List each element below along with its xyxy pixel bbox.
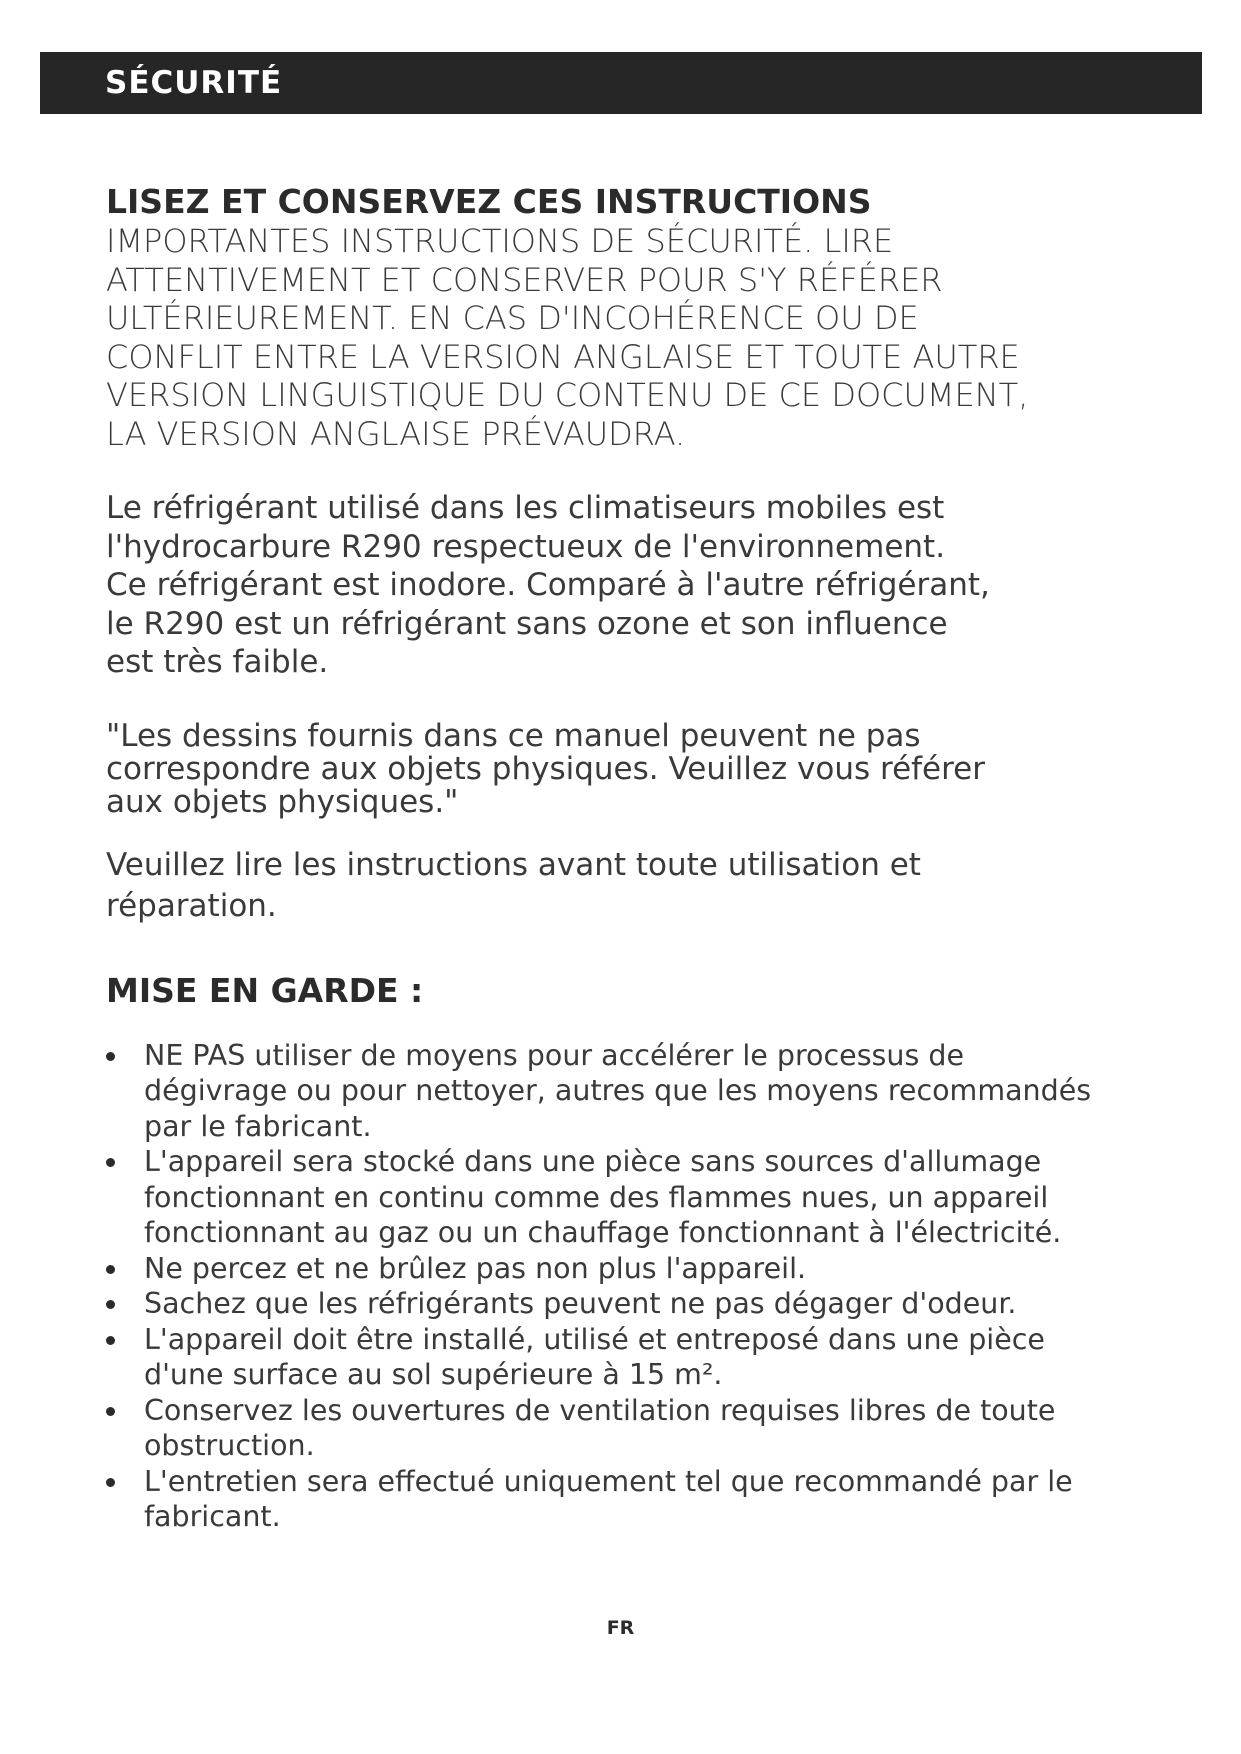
- text-line: CONFLIT ENTRE LA VERSION ANGLAISE ET TOUTE AUTRE: [106, 337, 1020, 376]
- list-item: [106, 1464, 1166, 1535]
- text-line: fonctionnant au gaz ou un chauffage fonctionnant à l'électricité.: [144, 1216, 1062, 1250]
- bullet-icon: [106, 1158, 115, 1167]
- bullet-icon: [106, 1052, 115, 1061]
- text-line: Sachez que les réfrigérants peuvent ne pas dégager d'odeur.: [144, 1287, 1017, 1321]
- section-title: SÉCURITÉ: [105, 65, 283, 101]
- text-line: Le réfrigérant utilisé dans les climatiseurs mobiles est: [106, 490, 945, 526]
- list-item: [106, 1286, 1166, 1322]
- language-code: FR: [606, 1617, 635, 1639]
- text-line: aux objets physiques.": [106, 783, 459, 820]
- text-line: Veuillez lire les instructions avant toute utilisation et: [106, 846, 921, 883]
- text-line: L'appareil sera stocké dans une pièce sans sources d'allumage: [144, 1145, 1042, 1179]
- text-line: dégivrage ou pour nettoyer, autres que les moyens recommandés: [144, 1074, 1092, 1108]
- text-line: LA VERSION ANGLAISE PRÉVAUDRA.: [106, 414, 686, 453]
- list-item: [106, 1144, 1166, 1251]
- text-line: l'hydrocarbure R290 respectueux de l'environnement.: [106, 528, 946, 565]
- text-line: le R290 est un réfrigérant sans ozone et son influence: [106, 605, 948, 642]
- text-line: VERSION LINGUISTIQUE DU CONTENU DE CE DOCUMENT,: [106, 376, 1029, 414]
- warning-list: [106, 1038, 1166, 1535]
- section-header-bar: [40, 52, 1202, 114]
- list-item: [106, 1322, 1166, 1393]
- drawings-disclaimer-paragraph: [106, 717, 1166, 820]
- text-line: ATTENTIVEMENT ET CONSERVER POUR S'Y RÉFÉRER: [106, 260, 943, 299]
- instructions-heading: LISEZ ET CONSERVEZ CES INSTRUCTIONS: [106, 182, 872, 221]
- bullet-icon: [106, 1265, 115, 1274]
- text-line: L'entretien sera effectué uniquement tel que recommandé par le: [144, 1464, 1073, 1498]
- warning-heading: MISE EN GARDE :: [106, 970, 424, 1010]
- bullet-icon: [106, 1336, 115, 1345]
- text-line: "Les dessins fournis dans ce manuel peuvent ne pas: [106, 717, 921, 754]
- refrigerant-paragraph: [106, 489, 1166, 682]
- text-line: Conservez les ouvertures de ventilation requises libres de toute: [144, 1393, 1056, 1427]
- text-line: Ce réfrigérant est inodore. Comparé à l'autre réfrigérant,: [106, 567, 990, 603]
- page-content: [106, 182, 1166, 1535]
- read-instructions-paragraph: [106, 845, 1166, 927]
- bullet-icon: [106, 1300, 115, 1309]
- text-line: est très faible.: [106, 644, 329, 680]
- text-line: IMPORTANTES INSTRUCTIONS DE SÉCURITÉ. LIRE: [106, 222, 894, 260]
- text-line: correspondre aux objets physiques. Veuillez vous référer: [106, 750, 986, 787]
- list-item: [106, 1251, 1166, 1287]
- text-line: obstruction.: [144, 1429, 315, 1463]
- list-item: [106, 1393, 1166, 1464]
- text-line: ULTÉRIEUREMENT. EN CAS D'INCOHÉRENCE OU DE: [106, 299, 919, 337]
- text-line: fabricant.: [144, 1500, 281, 1534]
- list-item: [106, 1038, 1166, 1145]
- text-line: réparation.: [106, 887, 277, 924]
- text-line: NE PAS utiliser de moyens pour accélérer le processus de: [144, 1038, 964, 1072]
- important-instructions-text: [106, 222, 1166, 453]
- bullet-icon: [106, 1478, 115, 1487]
- text-line: par le fabricant.: [144, 1109, 372, 1143]
- text-line: Ne percez et ne brûlez pas non plus l'appareil.: [144, 1251, 807, 1285]
- bullet-icon: [106, 1407, 115, 1416]
- text-line: L'appareil doit être installé, utilisé et entreposé dans une pièce: [144, 1322, 1045, 1356]
- text-line: fonctionnant en continu comme des flammes nues, un appareil: [144, 1180, 1049, 1214]
- text-line: d'une surface au sol supérieure à 15 m².: [144, 1358, 723, 1392]
